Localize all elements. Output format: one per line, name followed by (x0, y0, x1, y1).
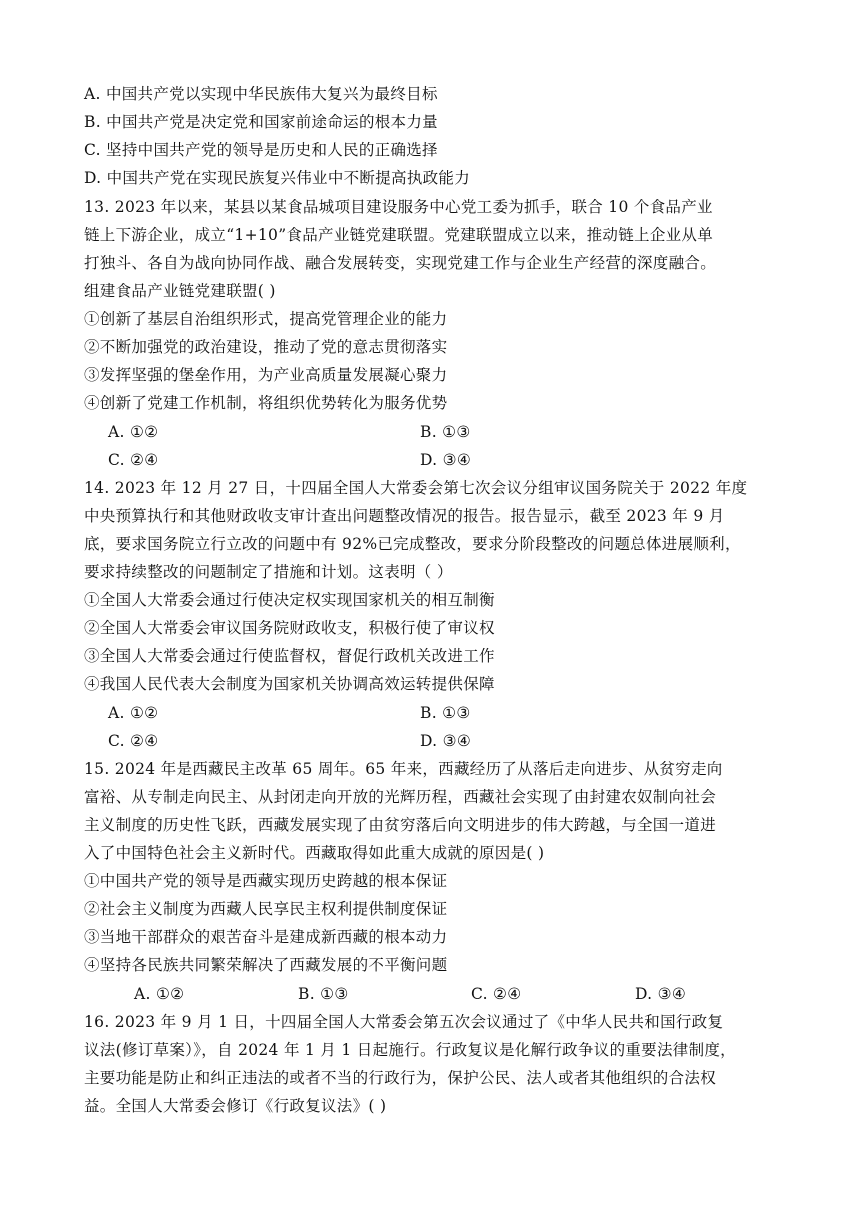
q13-statement-2: ②不断加强党的政治建设，推动了党的意志贯彻落实 (84, 338, 448, 356)
q14-statement-3: ③全国人大常委会通过行使监督权，督促行政机关改进工作 (84, 647, 495, 665)
q13-statement-3: ③发挥坚强的堡垒作用，为产业高质量发展凝心聚力 (84, 366, 448, 384)
q14-stem-line: 14. 2023 年 12 月 27 日，十四届全国人大常委会第七次会议分组审议国务院关于 2022 年度 (84, 479, 748, 497)
q12-option-b: B. 中国共产党是决定党和国家前途命运的根本力量 (84, 113, 438, 131)
q14-statement-4: ④我国人民代表大会制度为国家机关协调高效运转提供保障 (84, 675, 495, 693)
q13-choice-a: A. ①② (108, 423, 159, 441)
q14-choice-b: B. ①③ (420, 704, 471, 722)
q14-choice-c: C. ②④ (108, 732, 159, 750)
q15-statement-4: ④坚持各民族共同繁荣解决了西藏发展的不平衡问题 (84, 956, 448, 974)
q15-statement-1: ①中国共产党的领导是西藏实现历史跨越的根本保证 (84, 872, 448, 890)
q15-statement-3: ③当地干部群众的艰苦奋斗是建成新西藏的根本动力 (84, 928, 448, 946)
q13-statement-4: ④创新了党建工作机制，将组织优势转化为服务优势 (84, 394, 448, 412)
q12-option-d: D. 中国共产党在实现民族复兴伟业中不断提高执政能力 (84, 169, 471, 187)
q13-stem-line: 组建食品产业链党建联盟( ) (84, 282, 276, 300)
q15-choice-c: C. ②④ (471, 985, 522, 1003)
q16-stem-line: 主要功能是防止和纠正违法的或者不当的行政行为，保护公民、法人或者其他组织的合法权 (84, 1069, 717, 1087)
q16-stem-line: 议法(修订草案）》，自 2024 年 1 月 1 日起施行。行政复议是化解行政争议的重要法律制度， (84, 1041, 736, 1059)
q13-choice-d: D. ③④ (420, 451, 472, 469)
q15-stem-line: 富裕、从专制走向民主、从封闭走向开放的光辉历程，西藏社会实现了由封建农奴制向社会 (84, 788, 717, 806)
q13-choice-b: B. ①③ (420, 423, 471, 441)
q15-stem-line: 主义制度的历史性飞跃，西藏发展实现了由贫穷落后向文明进步的伟大跨越，与全国一道进 (84, 816, 717, 834)
q13-choice-c: C. ②④ (108, 451, 159, 469)
q14-statement-1: ①全国人大常委会通过行使决定权实现国家机关的相互制衡 (84, 591, 495, 609)
q15-choice-d: D. ③④ (635, 985, 687, 1003)
q15-choice-a: A. ①② (134, 985, 185, 1003)
q16-stem-line: 16. 2023 年 9 月 1 日，十四届全国人大常委会第五次会议通过了《中华人民共和国行政复 (84, 1013, 724, 1031)
q14-choice-a: A. ①② (108, 704, 159, 722)
q13-stem-line: 打独斗、各自为战向协同作战、融合发展转变，实现党建工作与企业生产经营的深度融合。 (84, 254, 717, 272)
q13-statement-1: ①创新了基层自治组织形式，提高党管理企业的能力 (84, 310, 448, 328)
q14-statement-2: ②全国人大常委会审议国务院财政收支，积极行使了审议权 (84, 619, 495, 637)
q16-stem-line: 益。全国人大常委会修订《行政复议法》( ) (84, 1097, 387, 1115)
q15-stem-line: 入了中国特色社会主义新时代。西藏取得如此重大成就的原因是( ) (84, 844, 545, 862)
q15-choice-b: B. ①③ (298, 985, 349, 1003)
q12-option-a: A. 中国共产党以实现中华民族伟大复兴为最终目标 (84, 85, 438, 103)
q15-statement-2: ②社会主义制度为西藏人民享民主权利提供制度保证 (84, 900, 448, 918)
q14-stem-line: 要求持续整改的问题制定了措施和计划。这表明（ ） (84, 563, 453, 581)
q15-stem-line: 15. 2024 年是西藏民主改革 65 周年。65 年来，西藏经历了从落后走向进步、从贫穷走向 (84, 760, 723, 778)
q14-choice-d: D. ③④ (420, 732, 472, 750)
q12-option-c: C. 坚持中国共产党的领导是历史和人民的正确选择 (84, 141, 438, 159)
q14-stem-line: 底，要求国务院立行立改的问题中有 92%已完成整改，要求分阶段整改的问题总体进展顺利， (84, 535, 741, 553)
q13-stem-line: 链上下游企业，成立“1+10”食品产业链党建联盟。党建联盟成立以来，推动链上企业从单 (84, 226, 714, 244)
q13-stem-line: 13. 2023 年以来，某县以某食品城项目建设服务中心党工委为抓手，联合 10 个食品产业 (84, 198, 713, 216)
q14-stem-line: 中央预算执行和其他财政收支审计查出问题整改情况的报告。报告显示，截至 2023 年 9 月 (84, 507, 725, 525)
